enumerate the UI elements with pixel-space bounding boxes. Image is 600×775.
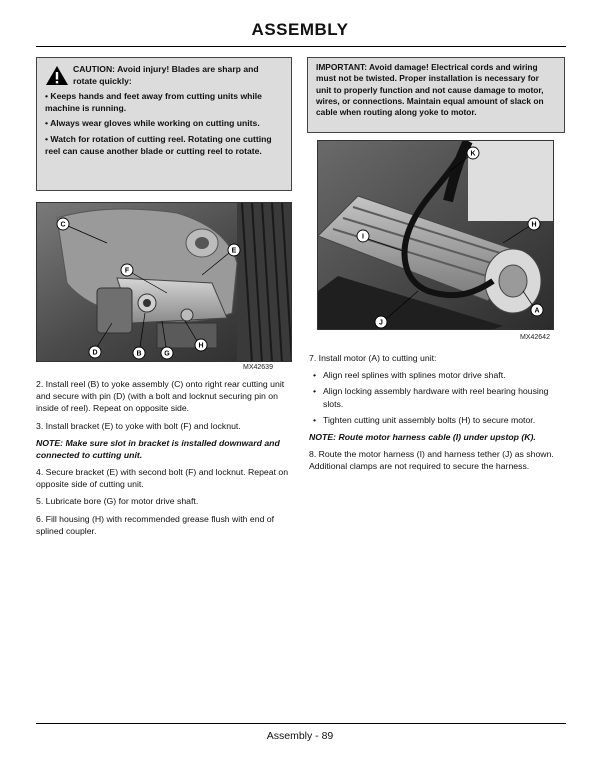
note-bracket-slot: NOTE: Make sure slot in bracket is installed downward and connected to cutting unit. (36, 437, 280, 460)
caution-header (45, 64, 283, 87)
photo-motor-installation (317, 140, 554, 330)
important-box (307, 57, 565, 133)
caution-item-hands: • Keeps hands and feet away from cutting units while machine is running. (45, 91, 262, 113)
callout-c: C (60, 221, 66, 229)
step-8: 8. Route the motor harness (I) and harness tether (J) as shown. Additional clamps are not required to secure the harness. (309, 449, 554, 472)
right-column-text (309, 352, 565, 477)
callout-a: A (534, 307, 540, 315)
page-footer: Assembly - 89 (266, 730, 334, 742)
callout-f: F (124, 267, 130, 275)
motor-installation-illustration (318, 141, 554, 330)
callout-d: D (92, 349, 98, 357)
warning-triangle-icon (45, 65, 69, 86)
left-column-text (36, 378, 292, 542)
footer-rule (36, 723, 566, 724)
callout-e: E (231, 247, 237, 255)
bullet-align-hardware: • Align locking assembly hardware with reel bearing housing slots. (309, 385, 565, 409)
note-harness-routing: NOTE: Route motor harness cable (I) under upstop (K). (309, 431, 536, 442)
step-5: 5. Lubricate bore (G) for motor drive shaft. (36, 496, 199, 507)
bullet-tighten-bolts: • Tighten cutting unit assembly bolts (H) to secure motor. (309, 414, 565, 426)
figure-code-left: MX42639 (243, 364, 273, 371)
page-title: ASSEMBLY (251, 20, 349, 39)
photo-yoke-assembly (36, 202, 292, 362)
bullet-align-splines: • Align reel splines with splines motor drive shaft. (309, 369, 565, 381)
callout-b: B (136, 350, 142, 358)
caution-box (36, 57, 292, 191)
important-text: IMPORTANT: Avoid damage! Electrical cords and wiring must not be twisted. Proper installation is necessary for unit to properly function and not cause damage to motor, wires, or connections. Maintain equal amount of slack on cable when routing along yoke to motor. (316, 62, 544, 118)
callout-g: G (164, 350, 170, 358)
step-7-bullets (309, 369, 565, 426)
title-rule (36, 46, 566, 47)
yoke-assembly-illustration (37, 203, 292, 362)
callout-i: I (362, 233, 364, 241)
callout-h-motor: H (531, 221, 537, 229)
step-6: 6. Fill housing (H) with recommended grease flush with end of splined coupler. (36, 513, 275, 536)
caution-item-gloves: • Always wear gloves while working on cutting units. (45, 118, 260, 129)
step-4: 4. Secure bracket (E) with second bolt (F) and locknut. Repeat on opposite side of cutting unit. (36, 467, 289, 490)
step-2: 2. Install reel (B) to yoke assembly (C) onto right rear cutting unit and secure with pin (D) (with a bolt and locknut securing pin on inside of reel). Repeat on opposite side. (36, 379, 285, 414)
figure-code-right: MX42642 (520, 334, 550, 341)
step-3: 3. Install bracket (E) to yoke with bolt (F) and locknut. (36, 420, 241, 431)
callout-j: J (379, 319, 383, 327)
step-7: 7. Install motor (A) to cutting unit: (309, 353, 437, 363)
caution-item-rotation: • Watch for rotation of cutting reel. Rotating one cutting reel can cause another blade or cutting reel to rotate. (45, 133, 272, 156)
caution-lead: CAUTION: Avoid injury! Blades are sharp and rotate quickly: (73, 64, 259, 86)
callout-k: K (470, 150, 476, 158)
callout-h: H (198, 342, 204, 350)
